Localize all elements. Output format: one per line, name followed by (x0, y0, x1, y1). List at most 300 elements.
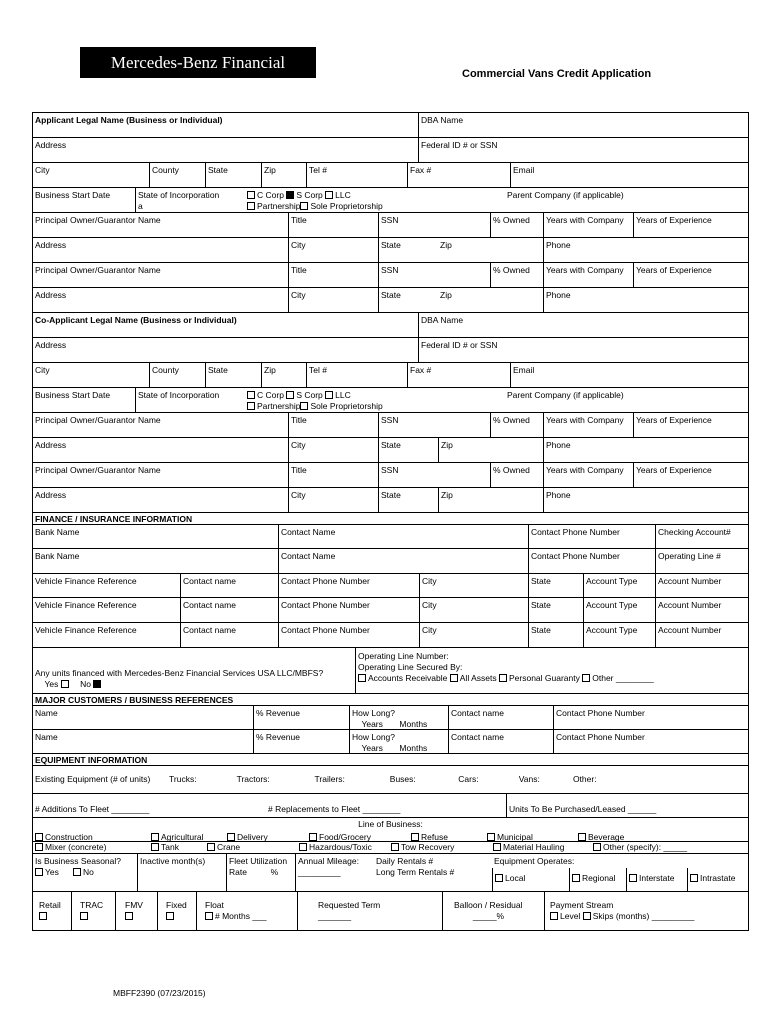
local-checkbox[interactable] (495, 874, 503, 882)
fixed-label: Fixed (166, 900, 187, 910)
owner2-zip-field[interactable]: Zip (440, 290, 452, 300)
owner2-phone-field[interactable]: Phone (543, 288, 748, 312)
applicant-county-field[interactable]: County (149, 163, 205, 187)
applicant-state-field[interactable]: State (205, 163, 261, 187)
mbfs-units-question (33, 648, 355, 693)
fmv-label: FMV (125, 900, 143, 910)
owner2-address-row (32, 287, 749, 312)
beverage-label: Beverage (588, 832, 625, 841)
applicant-fedid-field[interactable]: Federal ID # or SSN (418, 138, 748, 162)
checking-account-field[interactable]: Checking Account# (655, 525, 748, 548)
municipal-label: Municipal (497, 832, 533, 841)
applicant-email-field[interactable]: Email (510, 163, 748, 187)
customer-contact-name-2[interactable]: Contact name (448, 730, 553, 753)
other-secured-label: Other ________ (592, 673, 654, 683)
owner4-phone-field[interactable]: Phone (543, 488, 748, 512)
vans-field[interactable]: Vans: (518, 774, 540, 784)
owner1-city-field[interactable]: City (288, 238, 378, 262)
existing-equipment-label: Existing Equipment (# of units) (35, 774, 151, 784)
owner2-ssn-field[interactable]: SSN (378, 263, 490, 287)
vfr-city-2[interactable]: City (419, 598, 528, 622)
coapplicant-state-field[interactable]: State (205, 363, 261, 387)
other-equipment-field[interactable]: Other: (572, 774, 597, 784)
op-line-number-label[interactable]: Operating Line Number: (358, 651, 449, 661)
trac-checkbox[interactable] (80, 912, 88, 920)
page-title: Commercial Vans Credit Application (462, 68, 652, 80)
float-months[interactable]: # Months ___ (215, 911, 267, 921)
owner4-state-field[interactable]: State (378, 488, 438, 512)
seasonal-no-label: No (83, 867, 94, 877)
owner2-address-field[interactable]: Address (35, 290, 67, 300)
float-checkbox[interactable] (205, 912, 213, 920)
operating-line-field[interactable]: Operating Line # (655, 549, 748, 573)
co-llc-checkbox[interactable] (325, 391, 333, 399)
material-label: Material Hauling (503, 842, 565, 852)
owner3-phone-field[interactable]: Phone (543, 438, 748, 462)
vfr-row-3 (32, 622, 749, 647)
co-ccorp-label: C Corp (257, 390, 284, 400)
units-purchased-field[interactable]: Units To Be Purchased/Leased ______ (506, 794, 748, 817)
units-yes-label: Yes (44, 679, 59, 689)
customer-contact-name-1[interactable]: Contact name (448, 706, 553, 729)
co-partnership-checkbox[interactable] (247, 402, 255, 410)
vfr-account-number-2[interactable]: Account Number (655, 598, 748, 622)
state-inc-label: State of Incorporation (138, 190, 220, 200)
applicant-parent-field[interactable]: Parent Company (if applicable) (507, 190, 624, 200)
delivery-checkbox[interactable] (227, 833, 235, 841)
applicant-city-field[interactable]: City (35, 165, 50, 175)
skips-checkbox[interactable] (583, 912, 591, 920)
units-no-label: No (80, 679, 92, 689)
food-checkbox[interactable] (309, 833, 317, 841)
vfr-city-1[interactable]: City (419, 574, 528, 597)
howlong-years-2: Years (361, 743, 383, 753)
ccorp-label: C Corp (257, 190, 284, 200)
applicant-address-field[interactable]: Address (35, 140, 67, 150)
annual-mileage-field[interactable] (295, 854, 374, 891)
rate-pct: % (270, 867, 279, 877)
construction-label: Construction (45, 832, 93, 841)
coapplicant-dba-field[interactable]: DBA Name (418, 313, 748, 337)
vfr-account-number-1[interactable]: Account Number (655, 574, 748, 597)
vfr-account-type-3[interactable]: Account Type (583, 623, 655, 647)
vfr-contact-phone-3[interactable]: Contact Phone Number (278, 623, 419, 647)
lob-other[interactable] (593, 842, 687, 853)
fixed-option (157, 892, 196, 930)
material-checkbox[interactable] (493, 843, 501, 851)
crane-label: Crane (217, 842, 241, 852)
rate-label: Rate (229, 867, 247, 877)
coapplicant-entity-type (245, 388, 505, 412)
interstate-checkbox[interactable] (629, 874, 637, 882)
tow-checkbox[interactable] (391, 843, 399, 851)
owner1-title-field[interactable]: Title (288, 213, 378, 237)
lob-beverage[interactable] (578, 832, 624, 841)
form-number: MBFF2390 (07/23/2015) (113, 988, 206, 998)
trailers-field[interactable]: Trailers: (314, 774, 345, 784)
refuse-label: Refuse (421, 832, 448, 841)
vfr-state-1[interactable]: State (528, 574, 583, 597)
vfr-contact-name-2[interactable]: Contact name (180, 598, 278, 622)
lob-options (33, 818, 748, 841)
owner1-state-field[interactable]: State (378, 238, 438, 262)
seasonal-label: Is Business Seasonal? (35, 856, 121, 866)
inactive-months-field[interactable]: Inactive month(s) (137, 854, 226, 891)
lob-mixer[interactable] (35, 842, 106, 853)
owner4-city-field[interactable]: City (288, 488, 378, 512)
owner3-owned-field[interactable]: % Owned (490, 413, 543, 437)
additions-field[interactable]: # Additions To Fleet ________ (35, 804, 150, 814)
terms-row (32, 891, 749, 931)
interstate-label: Interstate (639, 873, 675, 883)
tow-label: Tow Recovery (401, 842, 455, 852)
lob2-options (33, 842, 748, 853)
requested-term-blank: _______ (318, 911, 352, 921)
vfr-state-2[interactable]: State (528, 598, 583, 622)
level-label: Level (560, 911, 581, 921)
food-label: Food/Grocery (319, 832, 371, 841)
owner2-years-exp-field[interactable]: Years of Experience (633, 263, 748, 287)
cars-field[interactable]: Cars: (458, 774, 479, 784)
delivery-label: Delivery (237, 832, 268, 841)
owner3-city-field[interactable]: City (288, 438, 378, 462)
company-logo: Mercedes-Benz Financial Services (80, 47, 316, 78)
owner1-row (32, 212, 749, 237)
retail-checkbox[interactable] (39, 912, 47, 920)
co-scorp-checkbox[interactable] (286, 391, 294, 399)
coapplicant-zip-field[interactable]: Zip (261, 363, 306, 387)
owner2-title-field[interactable]: Title (288, 263, 378, 287)
owner1-phone-field[interactable]: Phone (543, 238, 748, 262)
applicant-state-inc-field[interactable] (135, 188, 245, 212)
coapplicant-legal-name-field[interactable]: Co-Applicant Legal Name (Business or Individual) (35, 315, 237, 325)
vfr-city-3[interactable]: City (419, 623, 528, 647)
coapplicant-name-row (32, 312, 749, 337)
lob-agricultural[interactable] (151, 832, 204, 841)
lob-delivery[interactable] (227, 832, 268, 841)
owner1-zip-field[interactable]: Zip (440, 240, 452, 250)
owner3-state-field[interactable]: State (378, 438, 438, 462)
owner1-years-exp-field[interactable]: Years of Experience (633, 213, 748, 237)
co-sole-checkbox[interactable] (300, 402, 308, 410)
construction-checkbox[interactable] (35, 833, 43, 841)
lob-municipal[interactable] (487, 832, 533, 841)
owner3-row (32, 412, 749, 437)
owner4-owned-field[interactable]: % Owned (490, 463, 543, 487)
payment-stream-field (544, 892, 748, 930)
agricultural-checkbox[interactable] (151, 833, 159, 841)
customer-name-1[interactable]: Name (35, 708, 58, 718)
existing-equipment-row (32, 765, 749, 793)
lob-refuse[interactable] (411, 832, 448, 841)
units-no-checkbox[interactable] (93, 680, 101, 688)
co-ccorp-checkbox[interactable] (247, 391, 255, 399)
intrastate-checkbox[interactable] (690, 874, 698, 882)
regional-option (569, 868, 626, 891)
retail-label: Retail (39, 900, 61, 910)
units-yes-checkbox[interactable] (61, 680, 69, 688)
owner4-title-field[interactable]: Title (288, 463, 378, 487)
annual-mileage-label: Annual Mileage: (298, 856, 359, 866)
daily-rentals-label: Daily Rentals # (376, 856, 434, 866)
refuse-checkbox[interactable] (411, 833, 419, 841)
owner1-ssn-field[interactable]: SSN (378, 213, 490, 237)
owner3-name-field[interactable]: Principal Owner/Guarantor Name (35, 415, 161, 425)
ccorp-checkbox[interactable] (247, 191, 255, 199)
all-assets-checkbox[interactable] (450, 674, 458, 682)
co-scorp-label: S Corp (296, 390, 323, 400)
owner4-row (32, 462, 749, 487)
vfr-contact-phone-2[interactable]: Contact Phone Number (278, 598, 419, 622)
applicant-address-row (32, 137, 749, 162)
municipal-checkbox[interactable] (487, 833, 495, 841)
owner4-zip-field[interactable]: Zip (438, 488, 543, 512)
bank-contact-phone-field-1[interactable]: Contact Phone Number (528, 525, 655, 548)
applicant-start-date-field[interactable]: Business Start Date (35, 190, 111, 200)
trac-option (71, 892, 115, 930)
owner3-zip-field[interactable]: Zip (438, 438, 543, 462)
co-partnership-label: Partnership (257, 401, 301, 411)
owner4-address-field[interactable]: Address (35, 490, 67, 500)
owner2-owned-field[interactable]: % Owned (490, 263, 543, 287)
level-checkbox[interactable] (550, 912, 558, 920)
finance-header-row (32, 512, 749, 524)
scorp-checkbox[interactable] (286, 191, 294, 199)
coapplicant-city-row (32, 362, 749, 387)
coapplicant-county-field[interactable]: County (149, 363, 205, 387)
customer-name-2[interactable]: Name (35, 732, 58, 742)
mbfs-units-label: Any units financed with Mercedes-Benz Financial Services USA LLC/MBFS? (35, 668, 324, 678)
bank-contact-name-field-1[interactable]: Contact Name (278, 525, 528, 548)
seasonal-yes-checkbox[interactable] (35, 868, 43, 876)
vfr-field-1[interactable]: Vehicle Finance Reference (35, 576, 137, 586)
hazardous-label: Hazardous/Toxic (309, 842, 372, 852)
owner4-years-company-field[interactable]: Years with Company (543, 463, 633, 487)
owner3-title-field[interactable]: Title (288, 413, 378, 437)
fmv-checkbox[interactable] (125, 912, 133, 920)
acct-recv-label: Accounts Receivable (368, 673, 448, 683)
owner2-state-field[interactable]: State (378, 288, 438, 312)
regional-label: Regional (582, 873, 616, 883)
payment-stream-label: Payment Stream (550, 900, 614, 910)
lob-hazardous[interactable] (299, 842, 372, 853)
owner4-name-field[interactable]: Principal Owner/Guarantor Name (35, 465, 161, 475)
tank-checkbox[interactable] (151, 843, 159, 851)
lob-material[interactable] (493, 842, 564, 853)
beverage-checkbox[interactable] (578, 833, 586, 841)
lob2-row (32, 841, 749, 853)
trac-label: TRAC (80, 900, 104, 910)
owner3-years-exp-field[interactable]: Years of Experience (633, 413, 748, 437)
owner2-city-field[interactable]: City (288, 288, 378, 312)
vfr-contact-name-3[interactable]: Contact name (180, 623, 278, 647)
fleet-util-field[interactable] (226, 854, 295, 891)
customer-revenue-1[interactable]: % Revenue (253, 706, 349, 729)
all-assets-label: All Assets (459, 673, 497, 683)
coapplicant-city-field[interactable]: City (35, 365, 50, 375)
float-option (196, 892, 297, 930)
skips-label: Skips (months) _________ (592, 911, 695, 921)
howlong-months-2: Months (399, 743, 428, 753)
owner2-row (32, 262, 749, 287)
op-line-secured-label: Operating Line Secured By: (358, 662, 463, 672)
llc-label: LLC (335, 190, 351, 200)
lob-title: Line of Business: (358, 819, 423, 829)
coapplicant-parent-field[interactable]: Parent Company (if applicable) (507, 390, 624, 400)
owner1-years-company-field[interactable]: Years with Company (543, 213, 633, 237)
requested-term-field[interactable] (297, 892, 442, 930)
agricultural-label: Agricultural (161, 832, 204, 841)
requested-term-label: Requested Term (318, 900, 381, 910)
vfr-field-3[interactable]: Vehicle Finance Reference (35, 625, 137, 635)
seasonal-no-checkbox[interactable] (73, 868, 81, 876)
existing-equipment-line (33, 766, 748, 793)
partnership-label: Partnership (257, 201, 301, 211)
replacements-field[interactable]: # Replacements to Fleet ________ (268, 804, 401, 814)
coapplicant-email-field[interactable]: Email (510, 363, 748, 387)
bank-name-field-1[interactable]: Bank Name (35, 527, 80, 537)
owner3-address-field[interactable]: Address (35, 440, 67, 450)
fleet-additions-row (32, 793, 749, 817)
lob-construction[interactable] (35, 832, 93, 841)
buses-field[interactable]: Buses: (389, 774, 416, 784)
vfr-account-type-1[interactable]: Account Type (583, 574, 655, 597)
owner1-address-field[interactable]: Address (35, 240, 67, 250)
scorp-label: S Corp (296, 190, 323, 200)
coapplicant-fedid-field[interactable]: Federal ID # or SSN (418, 338, 748, 362)
owner3-ssn-field[interactable]: SSN (378, 413, 490, 437)
customer-howlong-2[interactable] (349, 730, 448, 753)
bank-contact-phone-field-2[interactable]: Contact Phone Number (528, 549, 655, 573)
customer-contact-phone-2[interactable]: Contact Phone Number (553, 730, 748, 753)
coapplicant-state-inc-field[interactable]: State of Incorporation (135, 388, 245, 412)
seasonal-row (32, 853, 749, 891)
lob-food[interactable] (309, 832, 371, 841)
crane-checkbox[interactable] (207, 843, 215, 851)
vfr-contact-phone-1[interactable]: Contact Phone Number (278, 574, 419, 597)
equipment-header-row (32, 753, 749, 765)
bank-row-2 (32, 548, 749, 573)
regional-checkbox[interactable] (572, 874, 580, 882)
personal-guaranty-checkbox[interactable] (499, 674, 507, 682)
coapplicant-fax-field[interactable]: Fax # (407, 363, 510, 387)
state-inc-value: a (138, 201, 143, 211)
owner3-years-company-field[interactable]: Years with Company (543, 413, 633, 437)
seasonal-yes-label: Yes (45, 867, 59, 877)
intrastate-option (687, 868, 748, 891)
fixed-checkbox[interactable] (166, 912, 174, 920)
owner1-name-field[interactable]: Principal Owner/Guarantor Name (35, 215, 161, 225)
equip-operates-label: Equipment Operates: (494, 856, 575, 866)
owner4-ssn-field[interactable]: SSN (378, 463, 490, 487)
trucks-field[interactable]: Trucks: (169, 774, 197, 784)
long-term-rentals-label: Long Term Rentals # (376, 867, 455, 877)
applicant-tel-field[interactable]: Tel # (306, 163, 407, 187)
tractors-field[interactable]: Tractors: (236, 774, 270, 784)
vfr-field-2[interactable]: Vehicle Finance Reference (35, 600, 137, 610)
bank-contact-name-field-2[interactable]: Contact Name (278, 549, 528, 573)
customer-howlong-1[interactable] (349, 706, 448, 729)
applicant-zip-field[interactable]: Zip (261, 163, 306, 187)
coapplicant-tel-field[interactable]: Tel # (306, 363, 407, 387)
co-llc-label: LLC (335, 390, 351, 400)
owner2-name-field[interactable]: Principal Owner/Guarantor Name (35, 265, 161, 275)
lob-row (32, 817, 749, 841)
hazardous-checkbox[interactable] (299, 843, 307, 851)
applicant-name-row (32, 112, 749, 137)
applicant-fax-field[interactable]: Fax # (407, 163, 510, 187)
lob-tow[interactable] (391, 842, 454, 853)
llc-checkbox[interactable] (325, 191, 333, 199)
applicant-business-row (32, 187, 749, 212)
acct-recv-checkbox[interactable] (358, 674, 366, 682)
retail-option (33, 892, 71, 930)
customer-revenue-2[interactable]: % Revenue (253, 730, 349, 753)
applicant-legal-name-field[interactable]: Applicant Legal Name (Business or Individual) (35, 115, 223, 125)
balloon-field[interactable] (442, 892, 544, 930)
lob-crane[interactable] (207, 842, 240, 853)
owner2-years-company-field[interactable]: Years with Company (543, 263, 633, 287)
customer-contact-phone-1[interactable]: Contact Phone Number (553, 706, 748, 729)
lob-tank[interactable] (151, 842, 179, 853)
coapplicant-business-row (32, 387, 749, 412)
customer-row-2 (32, 729, 749, 753)
customers-header-row (32, 693, 749, 705)
customers-section-title: MAJOR CUSTOMERS / BUSINESS REFERENCES (35, 695, 234, 705)
owner3-address-row (32, 437, 749, 462)
applicant-dba-field[interactable]: DBA Name (418, 113, 748, 137)
vfr-account-type-2[interactable]: Account Type (583, 598, 655, 622)
vfr-row-1 (32, 573, 749, 597)
sole-checkbox[interactable] (300, 202, 308, 210)
coapplicant-address-field[interactable]: Address (35, 340, 67, 350)
other-lob-label: Other (specify): _____ (603, 842, 688, 852)
annual-mileage-blank: _________ (298, 867, 341, 877)
coapplicant-address-row (32, 337, 749, 362)
operating-line-section (355, 648, 748, 693)
rentals-field[interactable] (374, 854, 492, 891)
intrastate-label: Intrastate (700, 873, 736, 883)
howlong-years-1: Years (361, 719, 383, 729)
mixer-label: Mixer (concrete) (45, 842, 107, 852)
vfr-account-number-3[interactable]: Account Number (655, 623, 748, 647)
equipment-section-title: EQUIPMENT INFORMATION (35, 755, 148, 765)
owner4-years-exp-field[interactable]: Years of Experience (633, 463, 748, 487)
vfr-contact-name-1[interactable]: Contact name (180, 574, 278, 597)
howlong-label-2: How Long? (352, 732, 396, 742)
mixer-checkbox[interactable] (35, 843, 43, 851)
bank-name-field-2[interactable]: Bank Name (35, 551, 80, 561)
howlong-months-1: Months (399, 719, 428, 729)
partnership-checkbox[interactable] (247, 202, 255, 210)
vfr-state-3[interactable]: State (528, 623, 583, 647)
seasonal-field (33, 854, 137, 891)
coapplicant-start-date-field[interactable]: Business Start Date (35, 390, 111, 400)
co-sole-label: Sole Proprietorship (310, 401, 383, 411)
applicant-city-row (32, 162, 749, 187)
finance-section-title: FINANCE / INSURANCE INFORMATION (35, 514, 193, 524)
vfr-row-2 (32, 597, 749, 622)
balloon-label: Balloon / Residual (454, 900, 523, 910)
local-label: Local (505, 873, 526, 883)
fmv-option (115, 892, 157, 930)
sole-label: Sole Proprietorship (310, 201, 383, 211)
other-lob-checkbox[interactable] (593, 843, 601, 851)
other-secured-checkbox[interactable] (582, 674, 590, 682)
mbfs-units-row (32, 647, 749, 693)
owner1-owned-field[interactable]: % Owned (490, 213, 543, 237)
owner4-address-row (32, 487, 749, 512)
